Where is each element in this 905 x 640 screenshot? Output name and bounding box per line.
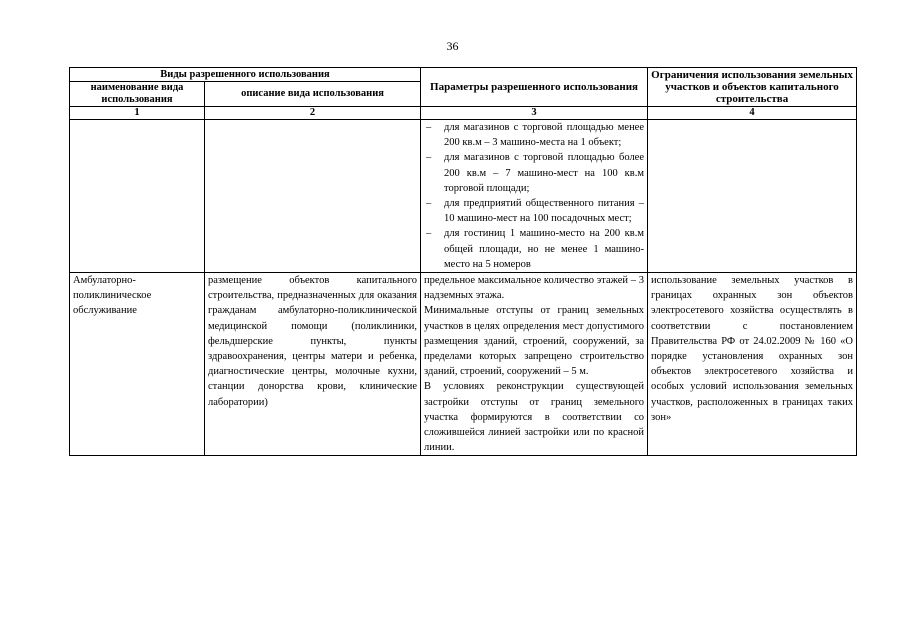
column-number-4: 4 <box>648 107 857 120</box>
table-row <box>70 273 857 456</box>
parameter-setbacks: Минимальные отступы от границ земельных участков в целях определения мест допустимого размещения зданий, строений, сооружений, за пределами которых запрещено строительство зданий, строений, сооружений – 5 м. <box>424 305 645 378</box>
use-parameters <box>421 273 648 456</box>
table-row-continuation <box>70 120 857 273</box>
header-permitted-use-types: Виды разрешенного использования <box>70 68 421 82</box>
use-description: размещение объектов капитального строительства, предназначенных для оказания гражданам амбулаторно-поликлинической медицинской помощи (поликлиники, фельдшерские пункты, пункты здравоохранения, центры матери и ребенка, диагностические центры, молочные кухни, станции донорства крови, клинические лаборатории) <box>205 273 421 456</box>
land-use-table <box>69 67 857 456</box>
cell-parking-norms <box>421 120 648 273</box>
cell-empty-restrictions <box>648 120 857 273</box>
use-name: Амбулаторно-поликлиническое обслуживание <box>70 273 205 456</box>
list-item: – для магазинов с торговой площадью более 200 кв.м – 7 машино-мест на 100 кв.м торговой площади; <box>424 150 644 196</box>
column-number-3: 3 <box>421 107 648 120</box>
column-number-1: 1 <box>70 107 205 120</box>
use-restrictions: использование земельных участков в границах охранных зон объектов электросетевого хозяйства осуществлять в соответствии с постановлением Правительства РФ от 24.02.2009 № 160 «О порядке установления охранных зон объектов электросетевого хозяйства и особых условий использования земельных участков, расположенных в границах таких зон» <box>648 273 857 456</box>
list-item: – для гостиниц 1 машино-место на 200 кв.м общей площади, но не менее 1 машино-место на 5 номеров <box>424 226 644 272</box>
cell-empty-name <box>70 120 205 273</box>
parameter-floors: предельное максимальное количество этажей – 3 надземных этажа. <box>424 275 645 302</box>
header-restrictions: Ограничения использования земельных участков и объектов капитального строительства <box>648 68 857 107</box>
header-use-description: описание вида использования <box>205 82 421 107</box>
column-number-2: 2 <box>205 107 421 120</box>
list-item: – для магазинов с торговой площадью менее 200 кв.м – 3 машино-места на 1 объект; <box>424 120 644 150</box>
list-item: – для предприятий общественного питания – 10 машино-мест на 100 посадочных мест; <box>424 196 644 226</box>
page-number: 36 <box>446 39 459 53</box>
header-parameters: Параметры разрешенного использования <box>421 68 648 107</box>
header-use-name: наименование вида использования <box>70 82 205 107</box>
parking-norms-list <box>424 120 644 272</box>
cell-empty-description <box>205 120 421 273</box>
parameter-reconstruction: В условиях реконструкции существующей застройки отступы от границ земельного участка формируются в соответствии со сложившейся линией застройки или по красной линии. <box>424 381 645 454</box>
